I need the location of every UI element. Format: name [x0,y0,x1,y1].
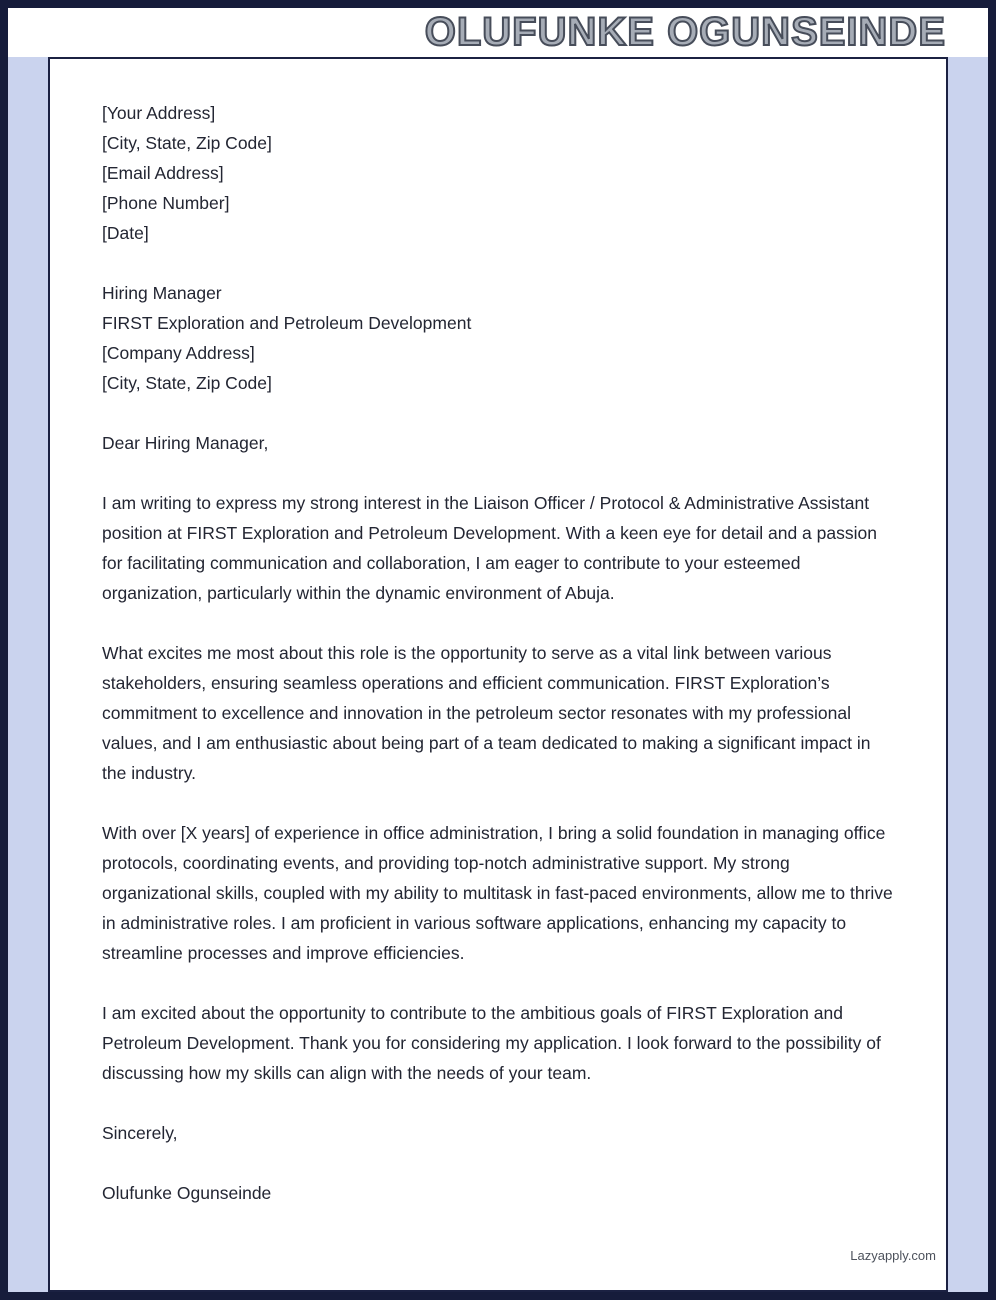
recipient-block [102,278,894,398]
header-name: OLUFUNKE OGUNSEINDE [424,10,946,54]
recipient-line: [Company Address] [102,343,255,363]
recipient-line: FIRST Exploration and Petroleum Development [102,313,472,333]
recipient-line: [City, State, Zip Code] [102,373,272,393]
salutation: Dear Hiring Manager, [102,433,269,453]
sender-block [102,98,894,248]
sender-line: [Email Address] [102,163,224,183]
recipient-line: Hiring Manager [102,283,222,303]
closing: Sincerely, [102,1123,178,1143]
document-header [8,8,988,57]
sender-line: [Date] [102,223,149,243]
sender-line: [Phone Number] [102,193,230,213]
body-paragraph: I am writing to express my strong interest in the Liaison Officer / Protocol & Administrative Assistant position at FIRST Exploration and Petroleum Development. With a keen eye for detail and a passion for facilitating communication and collaboration, I am eager to contribute to your esteemed organization, particularly within the dynamic environment of Abuja. [102,493,877,603]
body-paragraph: With over [X years] of experience in office administration, I bring a solid foundation in managing office protocols, coordinating events, and providing top-notch administrative support. My strong organizational skills, coupled with my ability to multitask in fast-paced environments, allow me to thrive in administrative roles. I am proficient in various software applications, enhancing my capacity to streamline processes and improve efficiencies. [102,823,893,963]
page-background [8,8,988,1292]
sender-line: [City, State, Zip Code] [102,133,272,153]
body-paragraph: What excites me most about this role is the opportunity to serve as a vital link between various stakeholders, ensuring seamless operations and efficient communication. FIRST Exploration’s commitment to excellence and innovation in the petroleum sector resonates with my professional values, and I am enthusiastic about being part of a team dedicated to making a significant impact in the industry. [102,643,871,783]
letter-document [48,57,948,1292]
watermark: Lazyapply.com [850,1248,936,1263]
sender-line: [Your Address] [102,103,216,123]
body-paragraph: I am excited about the opportunity to contribute to the ambitious goals of FIRST Exploration and Petroleum Development. Thank you for considering my application. I look forward to the possibility of discussing how my skills can align with the needs of your team. [102,1003,881,1083]
signature: Olufunke Ogunseinde [102,1183,272,1203]
